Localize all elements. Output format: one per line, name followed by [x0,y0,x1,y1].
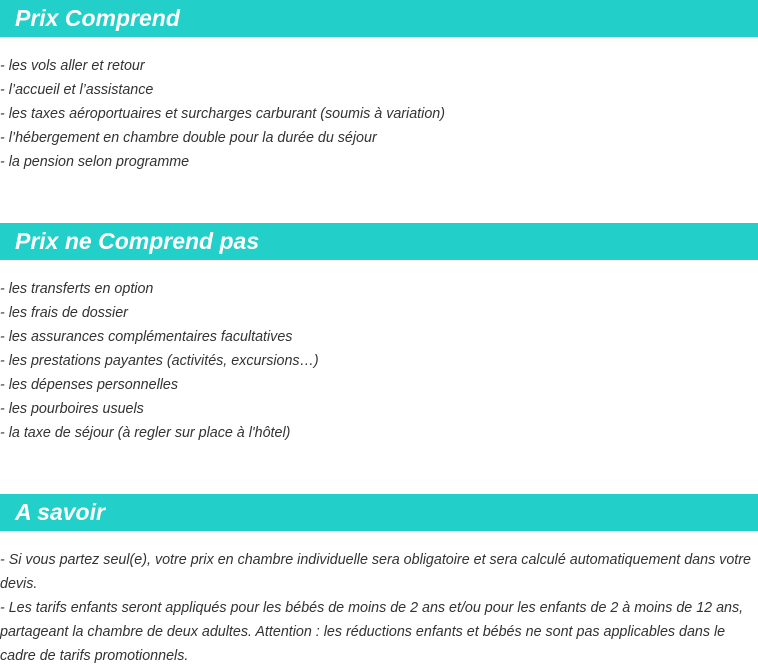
section-header [0,0,758,37]
list-item: - les dépenses personnelles [0,377,179,393]
list-item: - les vols aller et retour [0,58,145,74]
list-item: - les assurances complémentaires facultatives [0,329,293,345]
list-item: - l’accueil et l’assistance [0,82,154,98]
excluded-list [0,277,758,445]
info-paragraph-solo: - Si vous partez seul(e), votre prix en chambre individuelle sera obligatoire et sera calculé automatiquement dans votre devis. [0,552,751,592]
included-list [0,54,758,174]
section-title: Prix ne Comprend pas [15,228,260,254]
list-item: - les frais de dossier [0,305,128,321]
list-item: - les transferts en option [0,281,154,297]
list-item: - les pourboires usuels [0,401,144,417]
section-title: A savoir [15,499,105,525]
info-paragraphs [0,548,758,668]
section-prix-comprend [0,0,758,174]
section-title: Prix Comprend [15,5,180,31]
list-item: - la pension selon programme [0,154,190,170]
section-header [0,494,758,531]
section-a-savoir [0,494,758,668]
list-item: - les prestations payantes (activités, excursions…) [0,353,319,369]
list-item: - les taxes aéroportuaires et surcharges carburant (soumis à variation) [0,106,445,122]
info-paragraph-children: - Les tarifs enfants seront appliqués pour les bébés de moins de 2 ans et/ou pour les enfants de 2 à moins de 12 ans, partageant la chambre de deux adultes. Attention : les réductions enfants et bébés ne sont pas applicables dans le cadre de tarifs promotionnels. [0,600,744,664]
list-item: - l’hébergement en chambre double pour la durée du séjour [0,130,377,146]
section-prix-ne-comprend-pas [0,223,758,445]
list-item: - la taxe de séjour (à regler sur place à l'hôtel) [0,425,291,441]
section-header [0,223,758,260]
